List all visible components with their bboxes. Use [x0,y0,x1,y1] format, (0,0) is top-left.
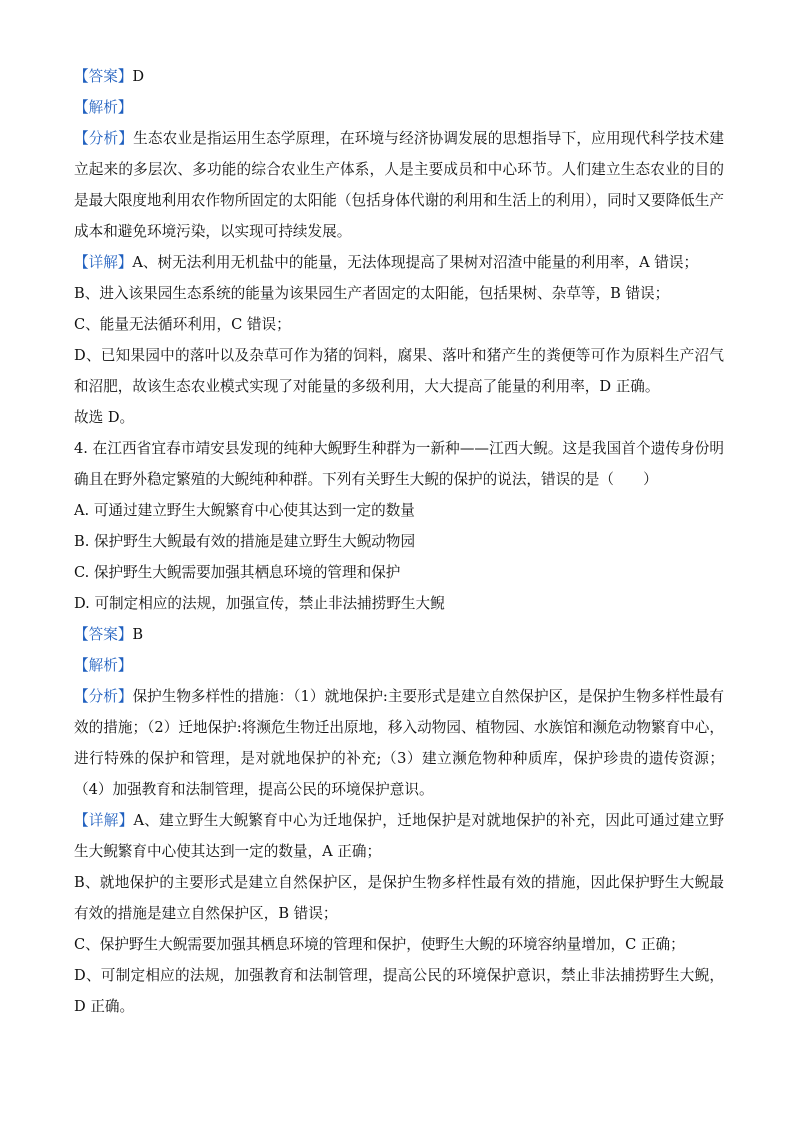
detail-text-a: A、树无法利用无机盐中的能量，无法体现提高了果树对沼渣中能量的利用率，A 错误； [132,254,699,271]
question-4-option-b: B. 保护野生大鲵最有效的措施是建立野生大鲵动物园 [74,533,416,550]
document-content [74,61,724,1022]
fenxi-tag: 【分析】 [74,688,133,705]
answer-tag: 【答案】 [74,68,133,85]
answer-tag: 【答案】 [74,626,133,643]
answer-line-1 [74,61,724,92]
detail-line-a-1 [74,247,724,278]
analysis-tag: 【解析】 [74,657,133,674]
detail-line-b-2: B、就地保护的主要形式是建立自然保护区，是保护生物多样性最有效的措施，因此保护野生大鲵最有效的措施是建立自然保护区，B 错误； [74,874,724,922]
xiangjie-tag: 【详解】 [74,812,134,829]
analysis-paragraph-2 [74,681,724,805]
question-4-option-d: D. 可制定相应的法规，加强宣传，禁止非法捕捞野生大鲵 [74,595,445,612]
detail-line-c-1: C、能量无法循环利用，C 错误； [74,316,291,333]
xiangjie-tag: 【详解】 [74,254,133,271]
conclusion-line-1: 故选 D。 [74,409,135,426]
detail-line-c-2: C、保护野生大鲵需要加强其栖息环境的管理和保护，使野生大鲵的环境容纳量增加，C 正确； [74,936,685,953]
detail-line-d-1: D、已知果园中的落叶以及杂草可作为猪的饲料，腐果、落叶和猪产生的粪便等可作为原料生产沼气和沼肥，故该生态农业模式实现了对能量的多级利用，大大提高了能量的利用率，D 正确。 [74,347,724,395]
question-4-stem: 4. 在江西省宜春市靖安县发现的纯种大鲵野生种群为一新种——江西大鲵。这是我国首个遗传身份明确且在野外稳定繁殖的大鲵纯种种群。下列有关野生大鲵的保护的说法，错误的是（ ） [74,440,724,488]
question-4-option-c: C. 保护野生大鲵需要加强其栖息环境的管理和保护 [74,564,401,581]
answer-value: D [132,68,145,85]
detail-line-b-1: B、进入该果园生态系统的能量为该果园生产者固定的太阳能，包括果树、杂草等，B 错误； [74,285,670,302]
detail-text-a: A、建立野生大鲵繁育中心为迁地保护，迁地保护是对就地保护的补充，因此可通过建立野生大鲵繁育中心使其达到一定的数量，A 正确； [74,812,724,860]
detail-line-a-2 [74,805,724,867]
question-4-option-a: A. 可通过建立野生大鲵繁育中心使其达到一定的数量 [74,502,415,519]
detail-line-d-2: D、可制定相应的法规，加强教育和法制管理，提高公民的环境保护意识，禁止非法捕捞野生大鲵，D 正确。 [74,967,724,1015]
analysis-tag: 【解析】 [74,99,133,116]
fenxi-text: 生态农业是指运用生态学原理，在环境与经济协调发展的思想指导下，应用现代科学技术建立起来的多层次、多功能的综合农业生产体系，人是主要成员和中心环节。人们建立生态农业的目的是最大限度地利用农作物所固定的太阳能（包括身体代谢的利用和生活上的利用），同时又要降低生产成本和避免环境污染，以实现可持续发展。 [74,130,724,240]
answer-value: B [132,626,144,643]
answer-line-2 [74,619,724,650]
fenxi-tag: 【分析】 [74,130,134,147]
fenxi-text: 保护生物多样性的措施：（1）就地保护:主要形式是建立自然保护区，是保护生物多样性最有效的措施；（2）迁地保护:将濒危生物迁出原地，移入动物园、植物园、水族馆和濒危动物繁育中心，进行特殊的保护和管理，是对就地保护的补充;（3）建立濒危物种种质库，保护珍贵的遗传资源；（4）加强教育和法制管理，提高公民的环境保护意识。 [74,688,724,798]
analysis-heading-2 [74,650,724,681]
analysis-paragraph-1 [74,123,724,247]
analysis-heading-1 [74,92,724,123]
